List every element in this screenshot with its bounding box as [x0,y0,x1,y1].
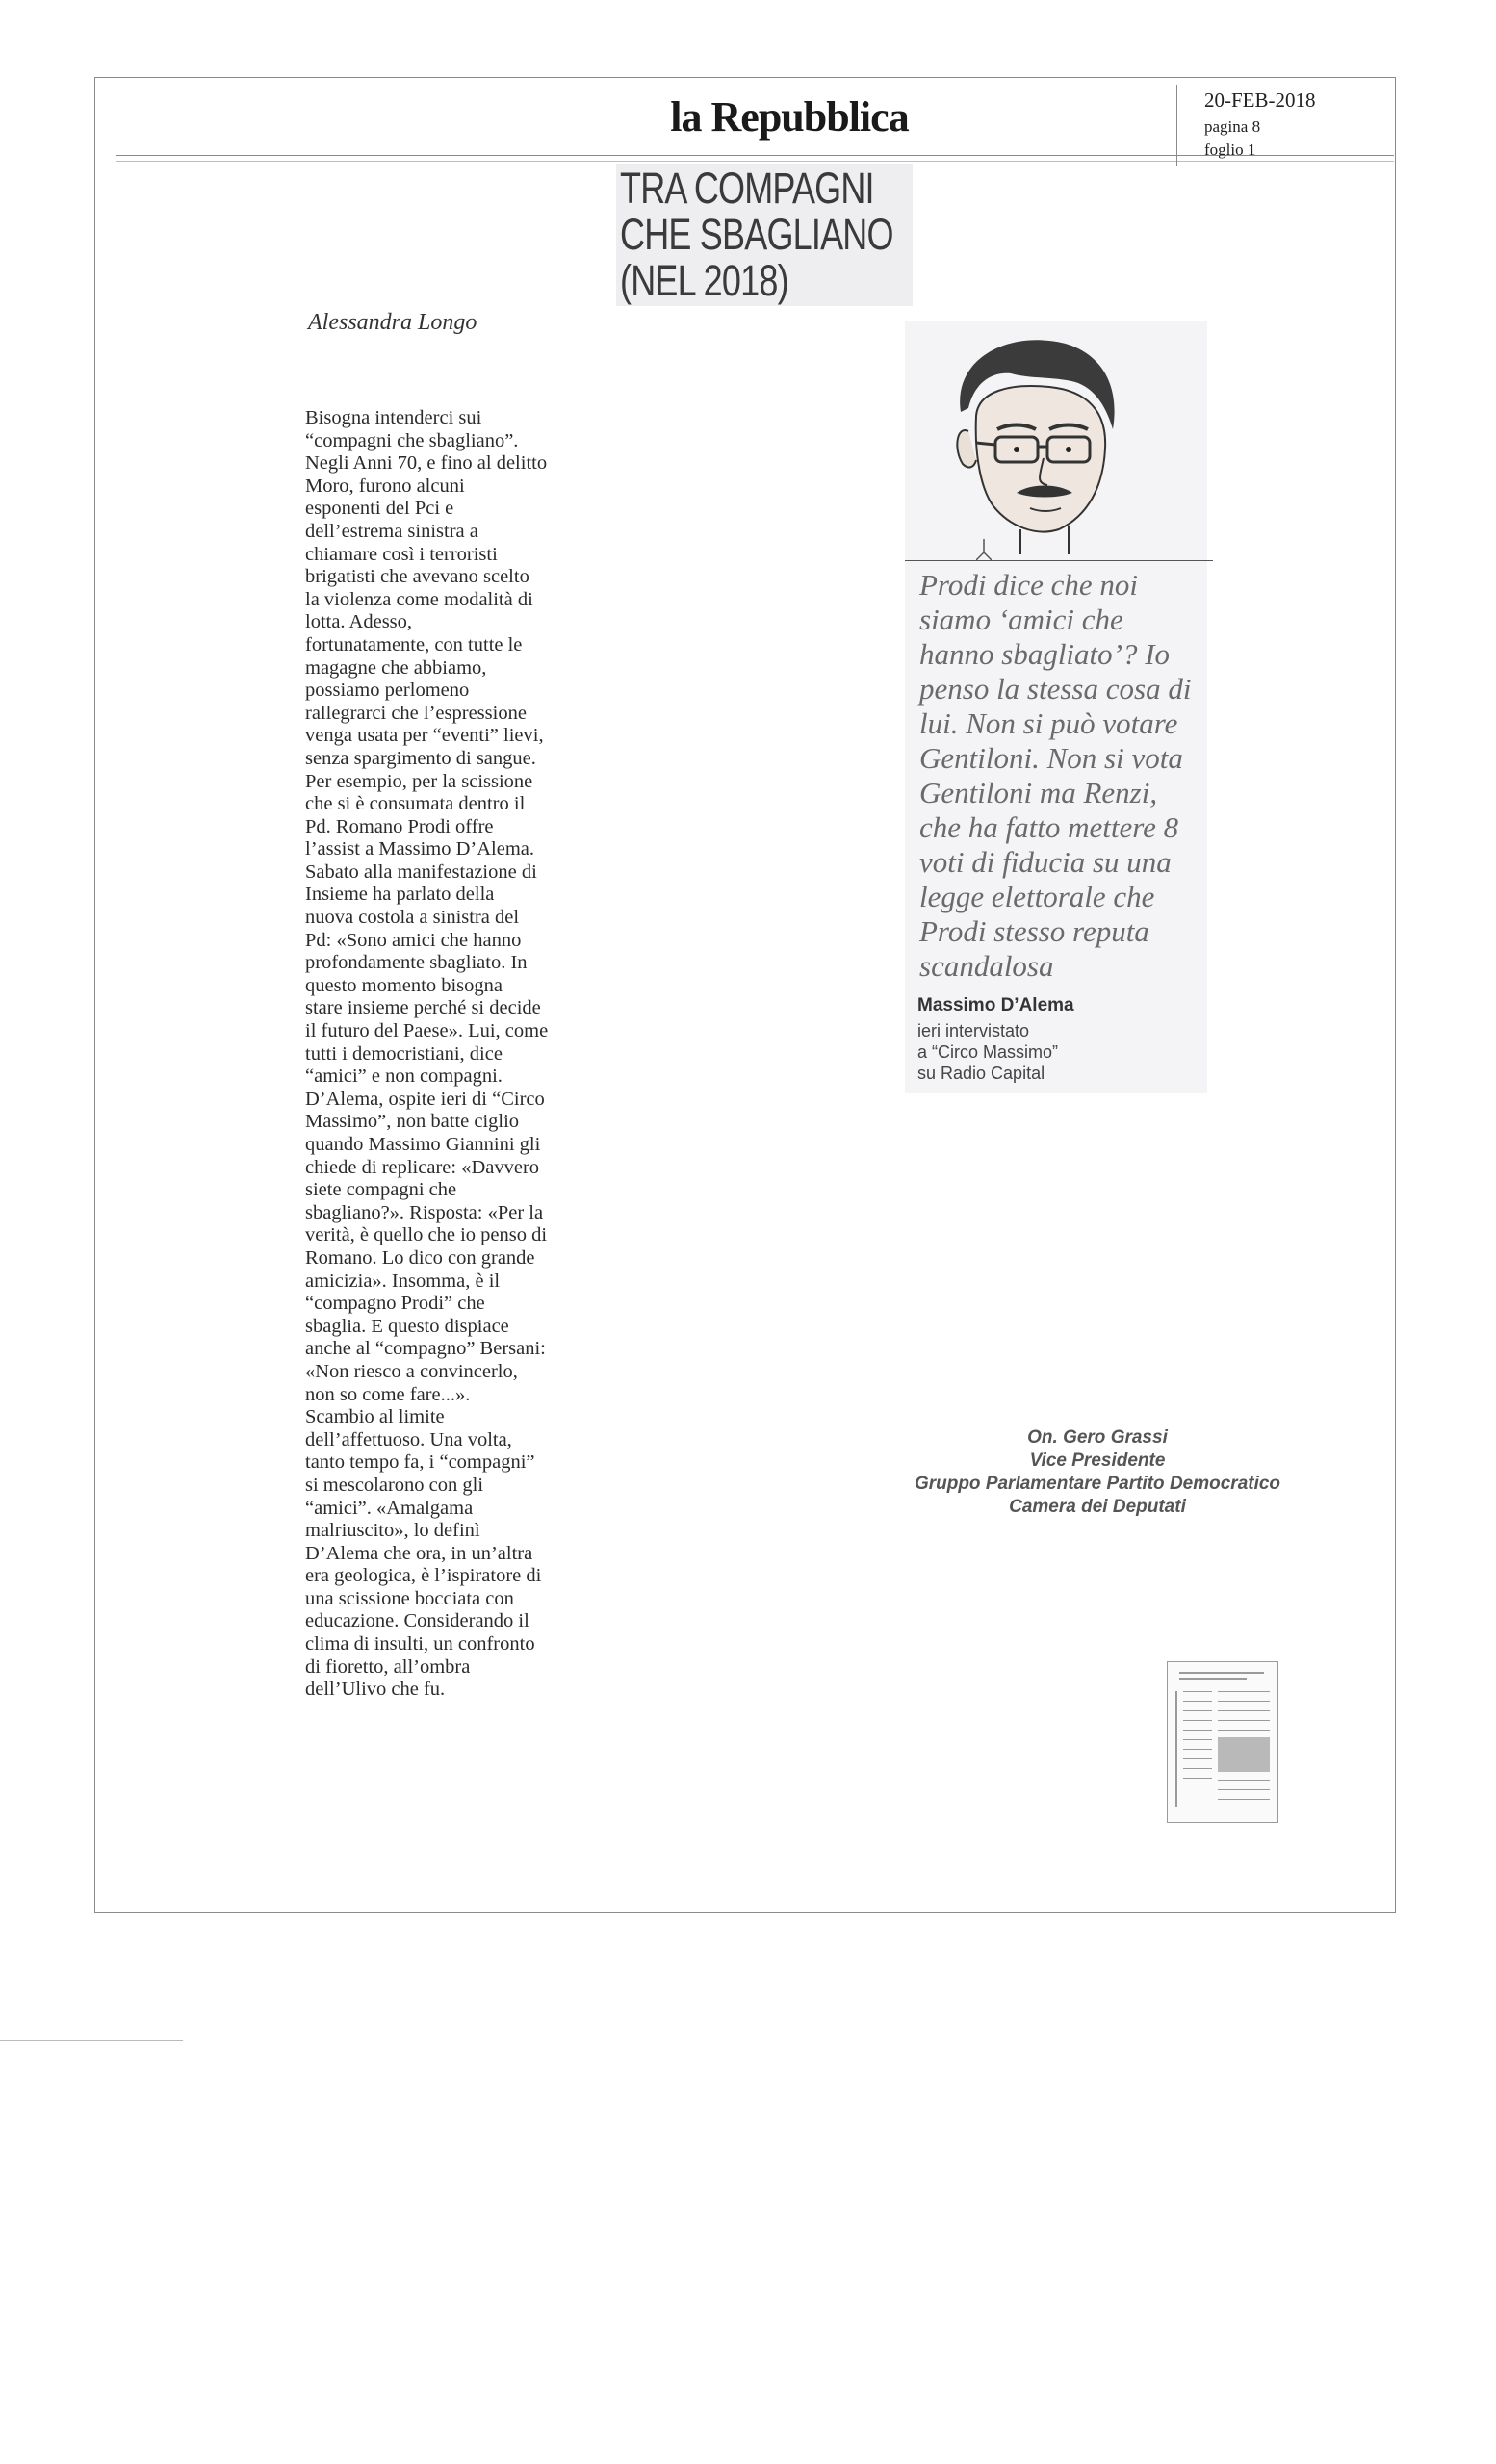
body-line: Bisogna intenderci sui [305,407,482,428]
body-line: era geologica, è l’ispiratore di [305,1565,542,1587]
stamp-line: Camera dei Deputati [1009,1497,1186,1517]
body-line: la violenza come modalità di [305,588,533,610]
body-line: Moro, furono alcuni [305,475,465,497]
body-line: D’Alema, ospite ieri di “Circo [305,1088,545,1110]
page-number: pagina 8 [1204,117,1261,136]
body-line: venga usata per “eventi” lievi, [305,725,544,747]
sheet-number: foglio 1 [1204,141,1256,159]
quote-line: Gentiloni ma Renzi, [919,776,1158,809]
body-line: Pd: «Sono amici che hanno [305,929,522,951]
body-line: siete compagni che [305,1179,457,1201]
body-line: di fioretto, all’ombra [305,1656,471,1678]
body-line: profondamente sbagliato. In [305,952,528,974]
body-line: questo momento bisogna [305,974,503,996]
body-line: «Non riesco a convincerlo, [305,1360,518,1382]
body-line: si mescolarono con gli [305,1474,484,1496]
body-line: senza spargimento di sangue. [305,747,536,769]
headline-line: (NEL 2018) [620,256,788,305]
quote-line: Prodi dice che noi [919,568,1138,602]
body-line: amicizia». Insomma, è il [305,1270,501,1292]
quote-line: Gentiloni. Non si vota [919,741,1183,775]
body-line: quando Massimo Giannini gli [305,1134,541,1155]
body-line: lotta. Adesso, [305,611,413,633]
quote-line: hanno sbagliato’? Io [919,637,1171,671]
stamp-line: On. Gero Grassi [1027,1427,1168,1448]
body-line: una scissione bocciata con [305,1587,514,1609]
body-line: Sabato alla manifestazione di [305,860,537,883]
body-line: che si è consumata dentro il [305,793,526,815]
body-line: nuova costola a sinistra del [305,907,520,929]
headline-line: CHE SBAGLIANO [620,210,893,259]
body-line: D’Alema che ora, in un’altra [305,1542,533,1564]
quote-source-line: su Radio Capital [917,1064,1045,1083]
body-line: l’assist a Massimo D’Alema. [305,838,534,860]
body-line: “compagni che sbagliano”. [305,429,519,451]
body-line: il futuro del Paese». Lui, come [305,1020,549,1042]
date-box [1176,85,1395,166]
page-thumbnail-icon [1167,1661,1278,1823]
body-line: tutti i democristiani, dice [305,1042,503,1065]
article-byline: Alessandra Longo [308,310,477,335]
stamp-line: Vice Presidente [1029,1450,1166,1471]
article-body [305,407,594,1702]
newspaper-masthead: la Repubblica [670,93,909,141]
body-line: sbagliano?». Risposta: «Per la [305,1201,544,1223]
body-line: Scambio al limite [305,1406,445,1428]
body-line: educazione. Considerando il [305,1610,529,1632]
quote-line: lui. Non si può votare [919,706,1178,740]
quote-source-line: a “Circo Massimo” [917,1042,1059,1062]
body-line: Per esempio, per la scissione [305,770,533,792]
quote-line: voti di fiducia su una [919,845,1172,879]
stamp-line: Gruppo Parlamentare Partito Democratico [914,1474,1281,1494]
quote-divider [905,560,1213,561]
body-line: “compagno Prodi” che [305,1293,485,1315]
office-stamp [895,1426,1300,1519]
quote-line: penso la stessa cosa di [919,672,1192,706]
body-line: non so come fare...». [305,1383,471,1405]
body-line: Insieme ha parlato della [305,884,495,906]
body-line: magagne che abbiamo, [305,656,487,679]
body-line: rallegrarci che l’espressione [305,702,527,724]
publication-date: 20-FEB-2018 [1204,89,1316,112]
headline-line: TRA COMPAGNI [620,164,874,213]
body-line: malriuscito», lo definì [305,1520,480,1542]
body-line: esponenti del Pci e [305,498,454,520]
quote-line: che ha fatto mettere 8 [919,810,1179,844]
article-headline [616,164,913,306]
body-line: Negli Anni 70, e fino al delitto [305,452,548,475]
quote-line: scandalosa [919,949,1054,983]
body-line: brigatisti che avevano scelto [305,566,529,588]
quote-pointer-icon [976,539,992,560]
body-line: stare insieme perché si decide [305,997,541,1019]
quote-line: siamo ‘amici che [919,603,1123,636]
body-line: fortunatamente, con tutte le [305,633,523,655]
caricature-portrait-icon [924,323,1155,554]
body-line: clima di insulti, un confronto [305,1633,535,1656]
body-line: dell’affettuoso. Una volta, [305,1428,512,1450]
body-line: chiede di replicare: «Davvero [305,1156,540,1178]
quote-source [917,1020,1058,1084]
body-line: “amici”. «Amalgama [305,1497,474,1519]
body-line: dell’Ulivo che fu. [305,1679,446,1701]
pull-quote [919,568,1208,984]
body-line: Romano. Lo dico con grande [305,1246,535,1269]
body-line: possiamo perlomeno [305,680,470,702]
body-line: verità, è quello che io penso di [305,1224,548,1246]
quote-line: Prodi stesso reputa [919,914,1149,948]
body-line: dell’estrema sinistra a [305,520,478,542]
body-line: tanto tempo fa, i “compagni” [305,1451,535,1474]
body-line: anche al “compagno” Bersani: [305,1338,546,1360]
quote-line: legge elettorale che [919,880,1155,913]
body-line: Massimo”, non batte ciglio [305,1111,520,1133]
scan-edge-line [0,2040,183,2041]
body-line: sbaglia. E questo dispiace [305,1315,509,1337]
quote-author: Massimo D’Alema [917,995,1074,1015]
body-line: chiamare così i terroristi [305,543,498,565]
quote-source-line: ieri intervistato [917,1021,1030,1040]
body-line: Pd. Romano Prodi offre [305,815,494,837]
body-line: “amici” e non compagni. [305,1065,503,1088]
